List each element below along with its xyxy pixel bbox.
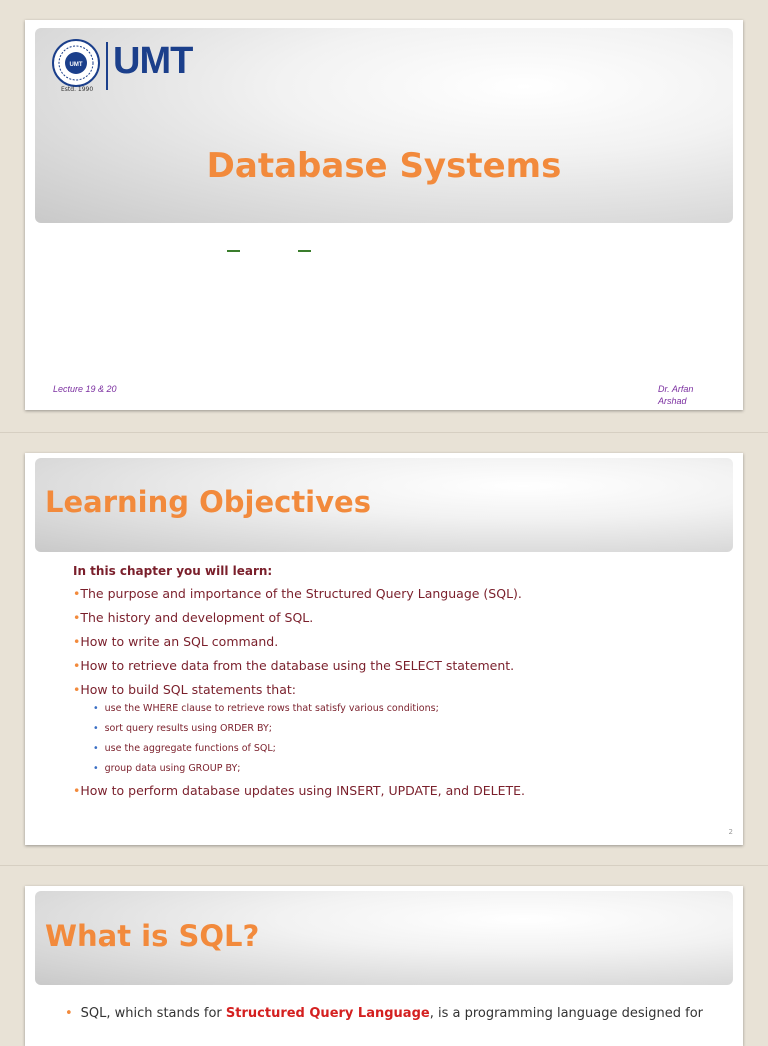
highlighted-term: Structured Query Language xyxy=(225,1006,430,1021)
title-slide xyxy=(25,20,743,410)
logo-divider xyxy=(106,42,108,90)
svg-text:UMT: UMT xyxy=(69,62,83,68)
umt-seal-logo xyxy=(51,38,101,88)
logo-established: Estd. 1990 xyxy=(61,86,94,93)
bullet-item: •How to retrieve data from the database using the SELECT statement. xyxy=(73,658,515,673)
page-number: 2 xyxy=(728,828,733,836)
author-line-1: Dr. Arfan xyxy=(658,384,694,394)
bullet-item: •How to write an SQL command. xyxy=(73,634,279,649)
logo-text: UMT xyxy=(113,40,193,82)
lecture-label: Lecture 19 & 20 xyxy=(53,384,117,394)
title-banner xyxy=(35,28,733,223)
sub-bullet-item: • group data using GROUP BY; xyxy=(93,763,241,774)
bullet-item: •How to perform database updates using INSERT, UPDATE, and DELETE. xyxy=(73,783,525,798)
what-is-sql-slide xyxy=(25,886,743,1046)
slide-content xyxy=(73,564,733,807)
text-segment: SQL, which stands for xyxy=(80,1006,226,1021)
slide-title: What is SQL? xyxy=(45,919,260,953)
sub-bullet-item: • use the WHERE clause to retrieve rows that satisfy various conditions; xyxy=(93,703,439,714)
title-banner xyxy=(35,891,733,985)
sub-bullet-list xyxy=(93,703,733,774)
bullet-item: •The history and development of SQL. xyxy=(73,610,314,625)
author-label xyxy=(658,383,718,407)
slide-title: Learning Objectives xyxy=(45,485,371,519)
bullet-marker: • xyxy=(65,1006,73,1021)
slide-separator xyxy=(0,865,768,866)
author-line-2: Arshad xyxy=(658,396,687,406)
intro-text: In this chapter you will learn: xyxy=(73,564,273,578)
bullet-item: •How to build SQL statements that: xyxy=(73,682,296,697)
objectives-slide xyxy=(25,453,743,845)
text-segment: , is a programming language designed for xyxy=(429,1006,703,1021)
slide-body-text xyxy=(65,1006,745,1021)
title-banner xyxy=(35,458,733,552)
sub-bullet-item: • sort query results using ORDER BY; xyxy=(93,723,273,734)
slide-separator xyxy=(0,432,768,433)
bullet-item: •The purpose and importance of the Structured Query Language (SQL). xyxy=(73,586,522,601)
green-dash xyxy=(298,250,311,252)
green-dash xyxy=(227,250,240,252)
sub-bullet-item: • use the aggregate functions of SQL; xyxy=(93,743,276,754)
slide-title: Database Systems xyxy=(206,146,562,186)
